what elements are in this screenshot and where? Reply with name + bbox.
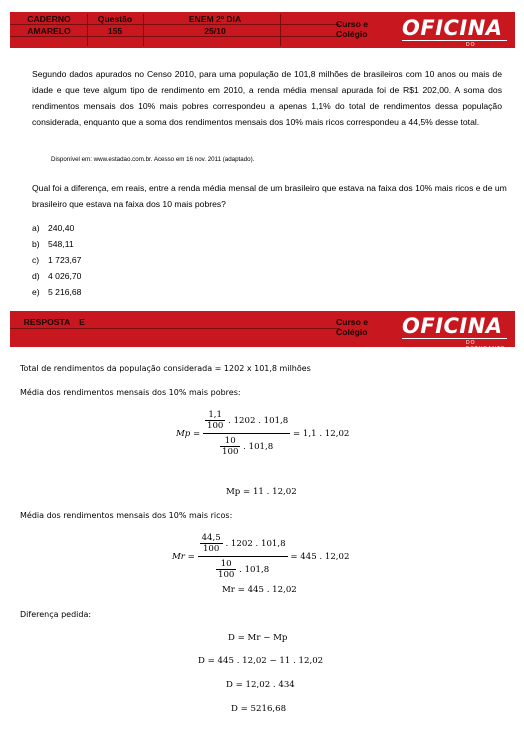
caderno-label: CADERNO xyxy=(27,14,71,24)
label-mais-ricos: Média dos rendimentos mensais dos 10% mais ricos: xyxy=(20,511,233,520)
fraction-denominator: 100 xyxy=(222,447,239,457)
option-letter: e) xyxy=(32,287,40,297)
diff-step-3: D = 12,02 . 434 xyxy=(226,680,295,690)
enem-value: 25/10 xyxy=(204,26,226,36)
option-text: 548,11 xyxy=(48,239,74,249)
fraction-denominator: 100 xyxy=(202,544,220,554)
mr-den-fraction xyxy=(216,559,236,580)
oficina-logo: OFICINA xyxy=(402,314,503,338)
question-header xyxy=(10,12,515,54)
mr-simplified: = 445 . 12,02 xyxy=(290,551,350,562)
questao-value: 155 xyxy=(107,26,123,36)
question-prompt: Qual foi a diferença, em reais, entre a renda média mensal de um brasileiro que estava na faixa dos 10% mais ricos e de um brasileiro que estava na faixa dos 10 mais pobres? xyxy=(32,183,507,209)
divider xyxy=(280,14,281,46)
curso-line1: Curso e xyxy=(336,19,368,29)
label-diferenca: Diferença pedida: xyxy=(20,610,92,619)
mp-result: Mp = 11 . 12,02 xyxy=(226,487,297,497)
denominator-product: . 101,8 xyxy=(243,442,274,452)
option-e xyxy=(32,286,81,298)
curso-colegio-label xyxy=(336,317,368,337)
option-text: 5 216,68 xyxy=(48,287,82,297)
logo-underline xyxy=(402,40,507,41)
mp-equation: Mp = $\frac{1,1}{100}$ . 1202 . 101,8 $\frac{10}{100}$ . 101,8 = 1,1 . 12,02 xyxy=(176,410,350,457)
solution-total-line: Total de rendimentos da população considerada = 1202 x 101,8 milhões xyxy=(20,364,311,373)
diff-step-1: D = Mr − Mp xyxy=(228,633,288,643)
fraction-numerator: 10 xyxy=(220,436,240,447)
option-c xyxy=(32,254,81,266)
option-text: 1 723,67 xyxy=(48,255,82,265)
option-letter: d) xyxy=(32,271,40,281)
divider xyxy=(143,14,144,46)
divider xyxy=(10,328,340,329)
mr-symbol: Mr xyxy=(172,551,185,562)
questao-label: Questão xyxy=(97,14,133,24)
numerator-product: . 1202 . 101,8 xyxy=(228,416,289,426)
answer-header xyxy=(10,311,515,352)
option-a xyxy=(32,222,74,234)
option-b xyxy=(32,238,74,250)
option-d xyxy=(32,270,81,282)
source-citation: Disponível em: www.estadao.com.br. Acesso em 16 nov. 2011 (adaptado). xyxy=(51,156,255,163)
mr-result: Mr = 445 . 12,02 xyxy=(222,585,297,595)
mp-num-fraction xyxy=(205,410,225,431)
option-letter: c) xyxy=(32,255,40,265)
curso-line2: Colégio xyxy=(336,29,368,39)
diff-final: D = 5216,68 xyxy=(231,704,287,714)
curso-line1: Curso e xyxy=(336,317,368,327)
fraction-numerator: 44,5 xyxy=(201,533,221,543)
oficina-logo: OFICINA xyxy=(402,16,503,40)
option-letter: b) xyxy=(32,239,40,249)
curso-line2: Colégio xyxy=(336,327,368,337)
mp-simplified: = 1,1 . 12,02 xyxy=(293,428,350,439)
mp-main-fraction xyxy=(203,410,290,457)
logo-underline xyxy=(402,338,507,339)
resposta-label: RESPOSTA xyxy=(23,317,71,327)
option-text: 4 026,70 xyxy=(48,271,82,281)
fraction-denominator: 100 xyxy=(217,570,235,580)
denominator-product: . 101,8 xyxy=(239,565,270,575)
mp-den-fraction xyxy=(220,436,240,457)
divider xyxy=(87,14,88,46)
mr-num-fraction xyxy=(200,533,223,554)
fraction-numerator: 10 xyxy=(216,559,236,570)
logo-subtitle: DO ESTUDANTE xyxy=(466,42,506,54)
fraction-denominator: 100 xyxy=(206,421,224,431)
option-letter: a) xyxy=(32,223,40,233)
mr-main-fraction xyxy=(198,533,288,580)
caderno-value: AMARELO xyxy=(27,26,71,36)
fraction-numerator: 1,1 xyxy=(205,410,225,421)
option-text: 240,40 xyxy=(48,223,75,233)
enem-label: ENEM 2º DIA xyxy=(188,14,242,24)
label-mais-pobres: Média dos rendimentos mensais dos 10% mais pobres: xyxy=(20,388,241,397)
numerator-product: . 1202 . 101,8 xyxy=(225,539,286,549)
diff-step-2: D = 445 . 12,02 − 11 . 12,02 xyxy=(198,656,324,666)
logo-subtitle: DO ESTUDANTE xyxy=(466,340,506,352)
resposta-value: E xyxy=(79,317,85,327)
header-info-grid xyxy=(10,12,340,48)
curso-colegio-label xyxy=(336,19,368,39)
mp-symbol: Mp xyxy=(176,428,191,439)
mr-equation: Mr = $\frac{44,5}{100}$ . 1202 . 101,8 $\frac{10}{100}$ . 101,8 = 445 . 12,02 xyxy=(172,533,350,580)
question-paragraph: Segundo dados apurados no Censo 2010, para uma população de 101,8 milhões de brasileiros com 10 anos ou mais de idade e que teve algum tipo de rendimento em 2010, a renda média mensal apurada foi de R$1 202,00. A soma dos rendimentos mensais dos 10% mais pobres correspondeu a apenas 1,1% do total de rendimentos dessa população considerada, enquanto que a soma dos rendimentos mensais dos 10% mais ricos correspondeu a 44,5% desse total. xyxy=(32,69,502,127)
